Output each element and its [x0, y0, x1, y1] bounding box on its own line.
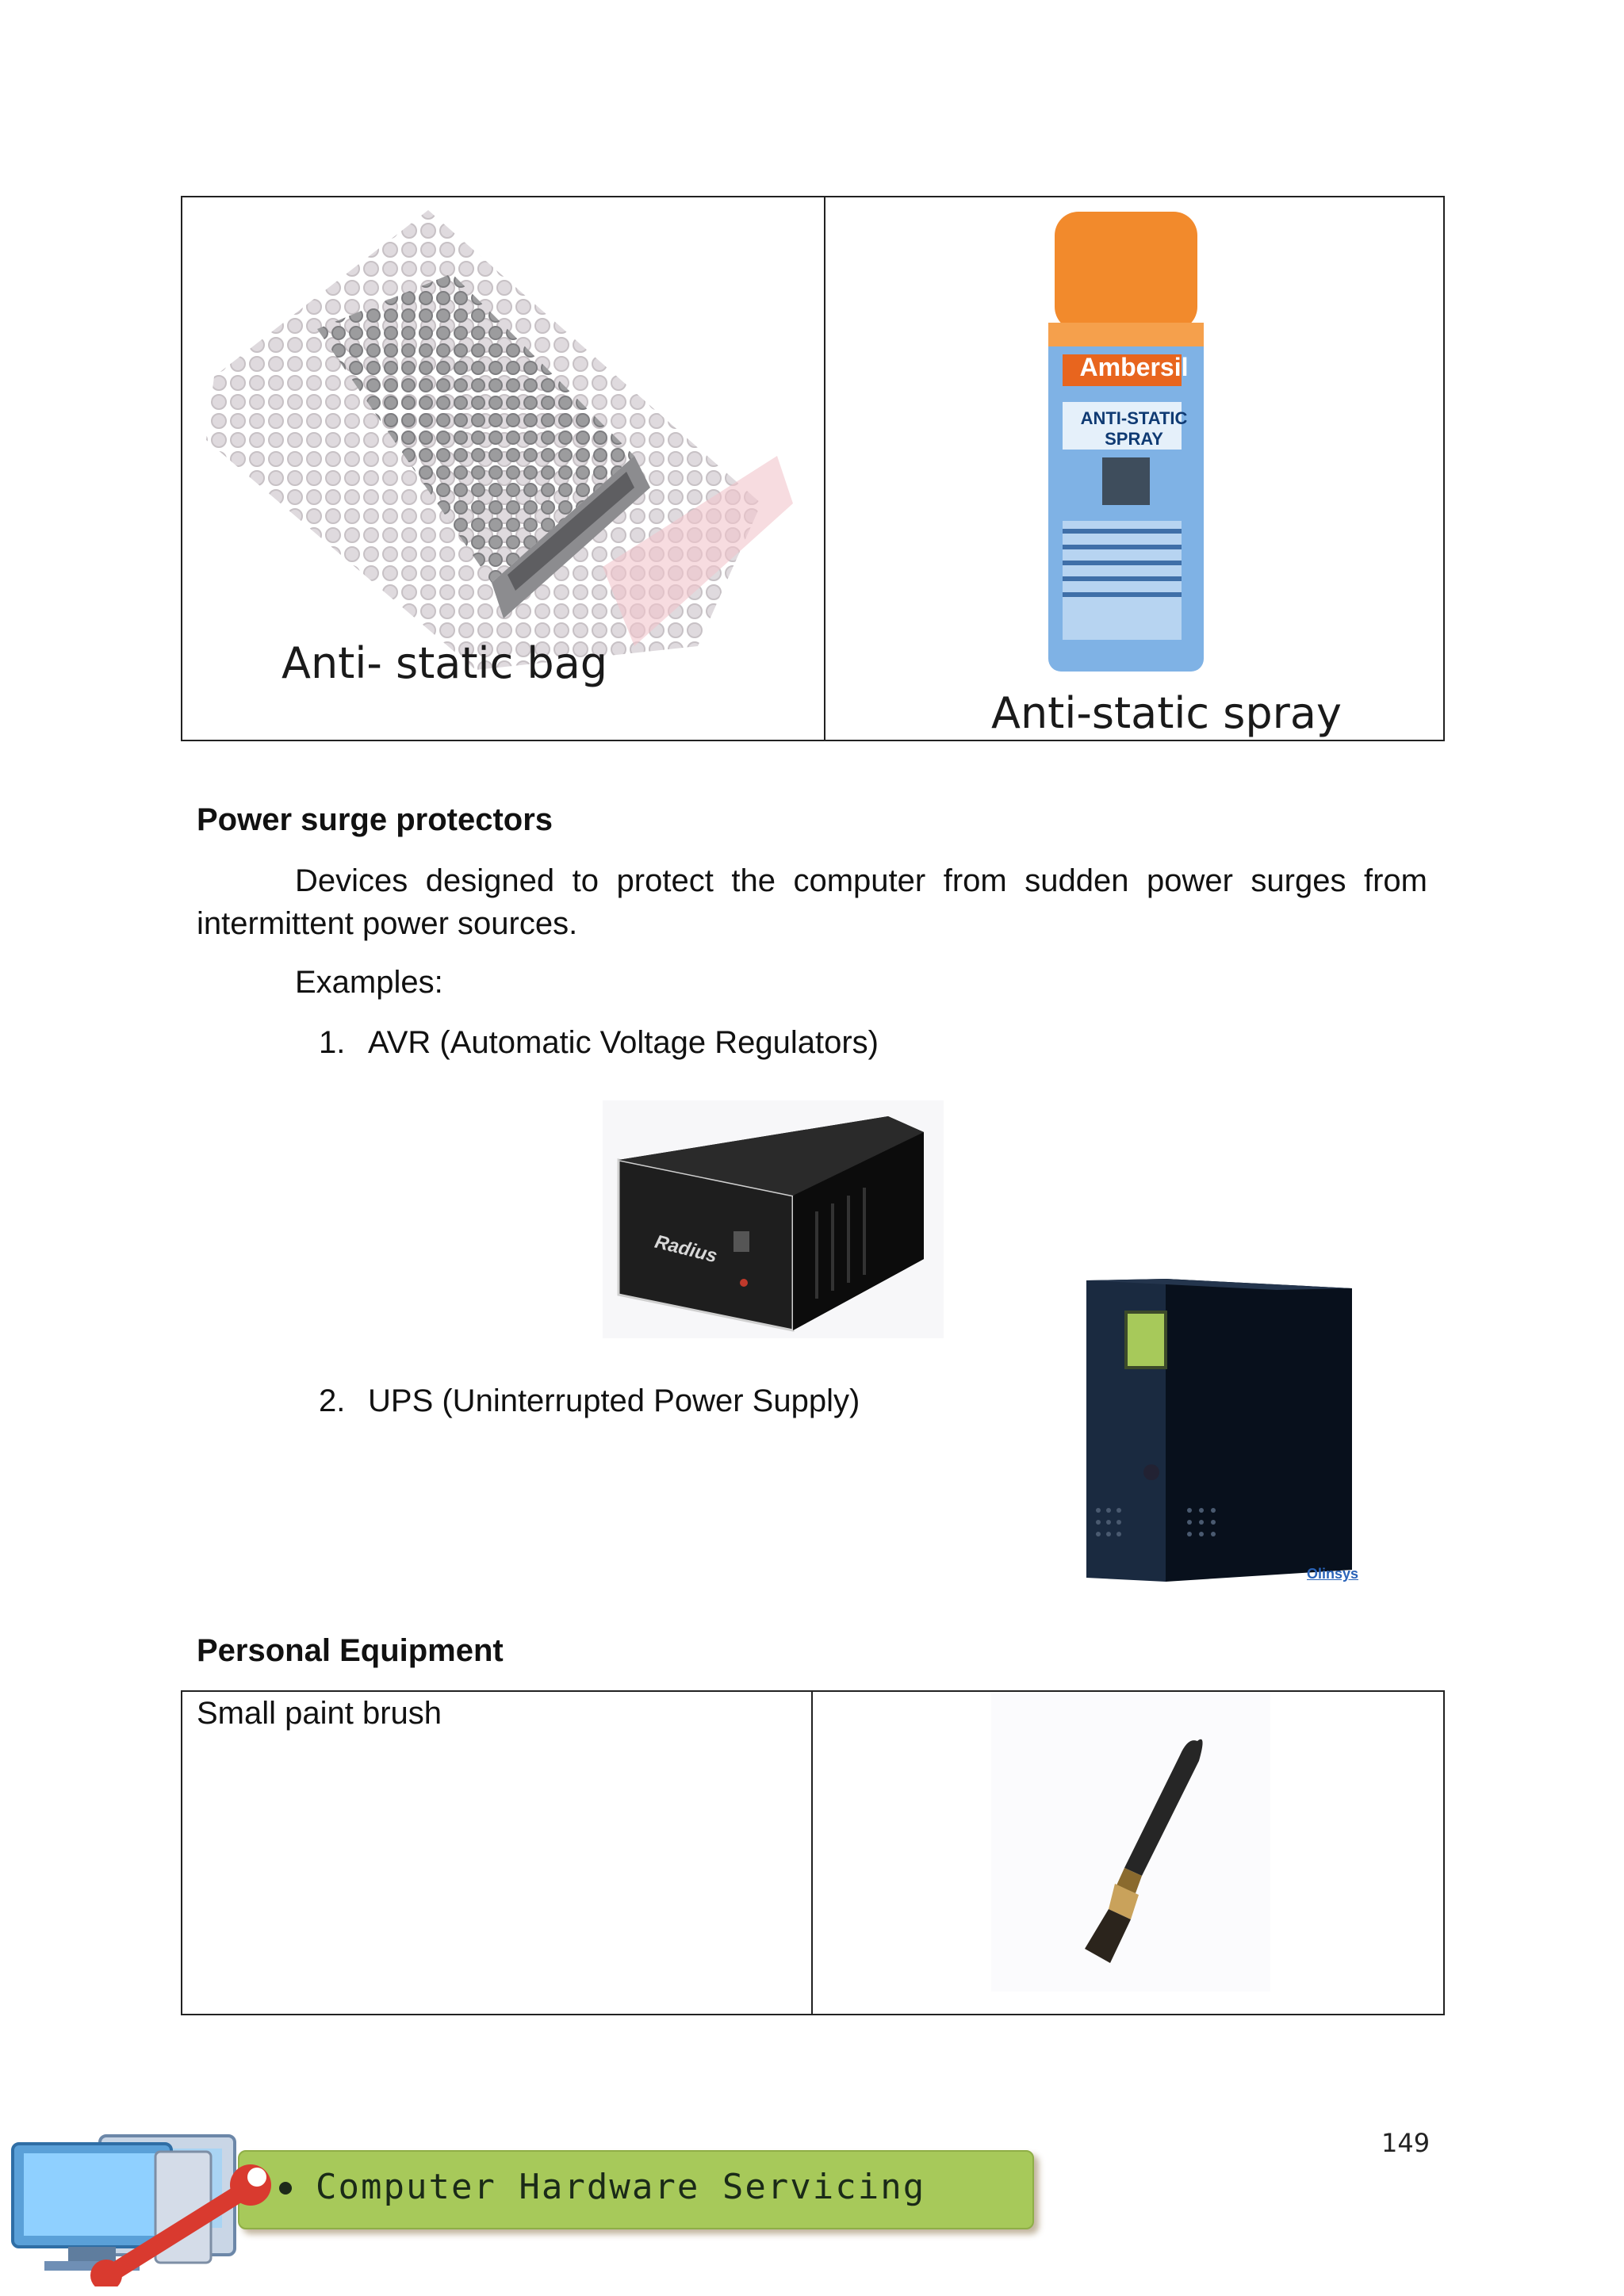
spray-brand-label: Ambersil	[1079, 353, 1189, 381]
ups-device-image	[1078, 1272, 1372, 1590]
anti-static-bag-caption: Anti- static bag	[282, 638, 608, 688]
list-item-avr-label: AVR (Automatic Voltage Regulators)	[368, 1025, 879, 1060]
anti-static-spray-caption: Anti-static spray	[991, 688, 1342, 737]
paint-brush-image	[991, 1693, 1270, 1992]
footer-banner-text: Computer Hardware Servicing	[316, 2167, 926, 2207]
list-item-ups-number: 2.	[319, 1383, 346, 1418]
top-table-divider	[824, 196, 825, 741]
ups-brand-label: Olinsys	[1307, 1566, 1359, 1582]
anti-static-bag-image	[190, 202, 817, 678]
list-item-ups-label: UPS (Uninterrupted Power Supply)	[368, 1383, 860, 1418]
power-surge-heading: Power surge protectors	[197, 802, 553, 837]
avr-brand-label: Radius	[653, 1230, 720, 1268]
personal-table-divider	[811, 1690, 813, 2015]
list-item-avr-number: 1.	[319, 1025, 346, 1060]
page-number: 149	[1381, 2128, 1431, 2158]
examples-label: Examples:	[295, 965, 443, 1000]
computer-wrench-icon	[5, 2128, 306, 2286]
power-surge-paragraph-line1: Devices designed to protect the computer from sudden power surges from	[295, 863, 1427, 898]
avr-device-image	[603, 1100, 944, 1338]
spray-product-label: ANTI-STATIC SPRAY	[1080, 408, 1188, 449]
small-paint-brush-label: Small paint brush	[197, 1696, 442, 1731]
personal-equipment-heading: Personal Equipment	[197, 1633, 504, 1668]
power-surge-paragraph-line2: intermittent power sources.	[197, 906, 578, 941]
